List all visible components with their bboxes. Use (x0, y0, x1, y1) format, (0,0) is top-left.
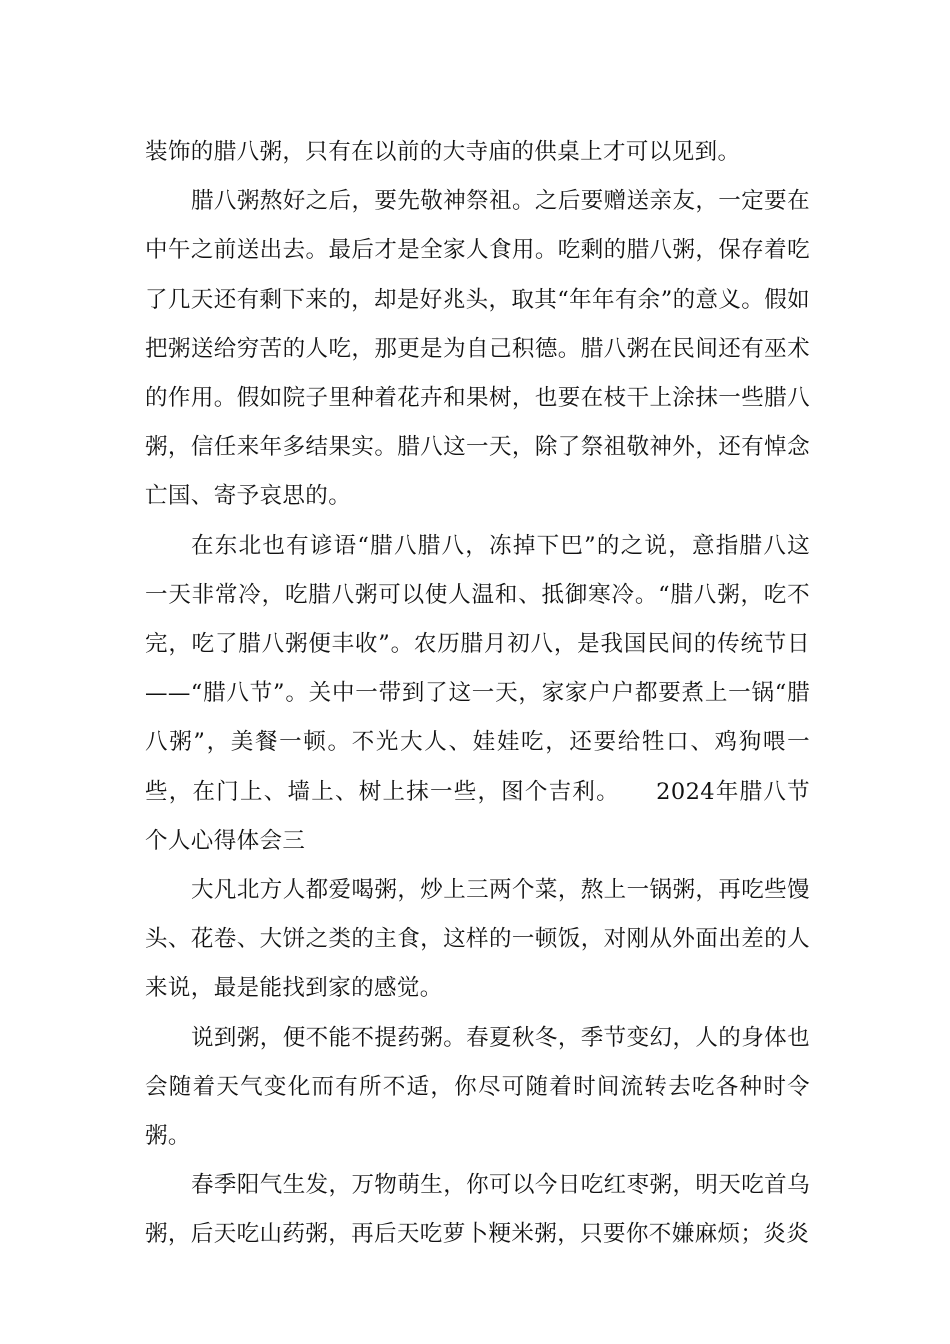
paragraph-3: 在东北也有谚语“腊八腊八，冻掉下巴”的之说，意指腊八这一天非常冷，吃腊八粥可以使人温和、抵御寒冷。“腊八粥，吃不完，吃了腊八粥便丰收”。农历腊月初八，是我国民间的传统节日——“腊八节”。关中一带到了这一天，家家户户都要煮上一锅“腊八粥”，美餐一顿。不光大人、娃娃吃，还要给牲口、鸡狗喂一些，在门上、墙上、树上抹一些，图个吉利。 2024年腊八节个人心得体会三 (145, 532, 810, 854)
paragraph-2: 腊八粥熬好之后，要先敬神祭祖。之后要赠送亲友，一定要在中午之前送出去。最后才是全家人食用。吃剩的腊八粥，保存着吃了几天还有剩下来的，却是好兆头，取其“年年有余”的意义。假如把粥送给穷苦的人吃，那更是为自己积德。腊八粥在民间还有巫术的作用。假如院子里种着花卉和果树，也要在枝干上涂抹一些腊八粥，信任来年多结果实。腊八这一天，除了祭祖敬神外，还有悼念亡国、寄予哀思的。 (145, 188, 811, 510)
paragraph-1: 装饰的腊八粥，只有在以前的大寺庙的供桌上才可以见到。 (145, 139, 741, 165)
paragraph-4: 大凡北方人都爱喝粥，炒上三两个菜，熬上一锅粥，再吃些馒头、花卷、大饼之类的主食，这样的一顿饭，对刚从外面出差的人来说，最是能找到家的感觉。 (145, 877, 810, 1002)
paragraph-5: 说到粥，便不能不提药粥。春夏秋冬，季节变幻，人的身体也会随着天气变化而有所不适，你尽可随着时间流转去吃各种时令粥。 (145, 1024, 810, 1150)
document-body (145, 128, 810, 1260)
paragraph-6: 春季阳气生发，万物萌生，你可以今日吃红枣粥，明天吃首乌粥，后天吃山药粥，再后天吃萝卜粳米粥，只要你不嫌麻烦；炎炎 (145, 1172, 810, 1248)
